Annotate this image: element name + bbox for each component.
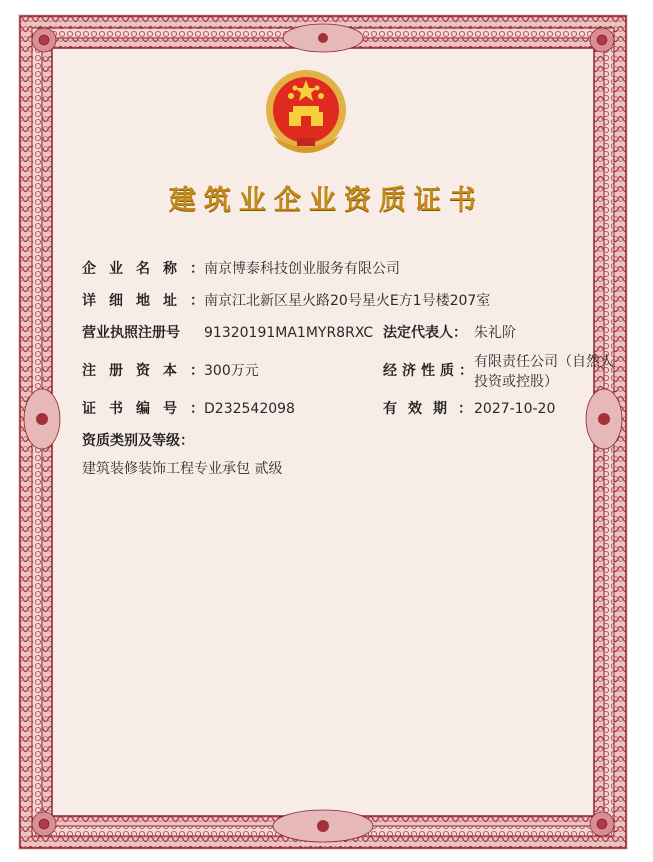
license-no-label (82, 324, 180, 342)
company-name-label (82, 260, 204, 278)
reg-capital-value: 300万元 (204, 363, 259, 379)
address-value: 南京江北新区星火路20号星火E方1号楼207室 (204, 293, 491, 309)
cert-no-label (82, 400, 204, 418)
qualification-label (82, 432, 194, 450)
qualification-value: 建筑装修装饰工程专业承包 贰级 (82, 461, 283, 477)
qualification-label-text: 资质类别及等级 (82, 433, 180, 449)
colon: ： (459, 363, 473, 379)
colon: ： (453, 325, 467, 341)
cert-no-label-text: 证书编号 (82, 401, 190, 417)
license-no-label-text: 营业执照注册号 (82, 325, 180, 341)
national-emblem-icon (263, 66, 349, 160)
address-label (82, 292, 204, 310)
reg-capital-label (82, 362, 204, 380)
econ-nature-value: 有限责任公司（自然人投资或控股） (474, 354, 614, 390)
colon: ： (190, 293, 204, 309)
colon: ： (190, 261, 204, 277)
document-title: 建筑业企业资质证书 (169, 185, 484, 216)
company-name-label-text: 企业名称 (82, 261, 190, 277)
econ-nature-label-text: 经济性质 (383, 363, 459, 379)
legal-rep-label-text: 法定代表人 (383, 325, 453, 341)
company-name-value: 南京博泰科技创业服务有限公司 (204, 261, 400, 277)
colon: ： (190, 401, 204, 417)
colon: ： (190, 363, 204, 379)
reg-capital-label-text: 注册资本 (82, 363, 190, 379)
valid-until-label (383, 400, 472, 418)
colon: ： (180, 433, 194, 449)
valid-until-label-text: 有效期 (383, 401, 458, 417)
address-label-text: 详细地址 (82, 293, 190, 309)
legal-rep-value: 朱礼阶 (474, 325, 516, 341)
legal-rep-label (383, 324, 467, 342)
cert-no-value: D232542098 (204, 401, 295, 417)
valid-until-value: 2027-10-20 (474, 401, 556, 417)
license-no-value: 91320191MA1MYR8RXC (204, 325, 374, 341)
colon: ： (458, 401, 472, 417)
econ-nature-label (383, 362, 473, 380)
